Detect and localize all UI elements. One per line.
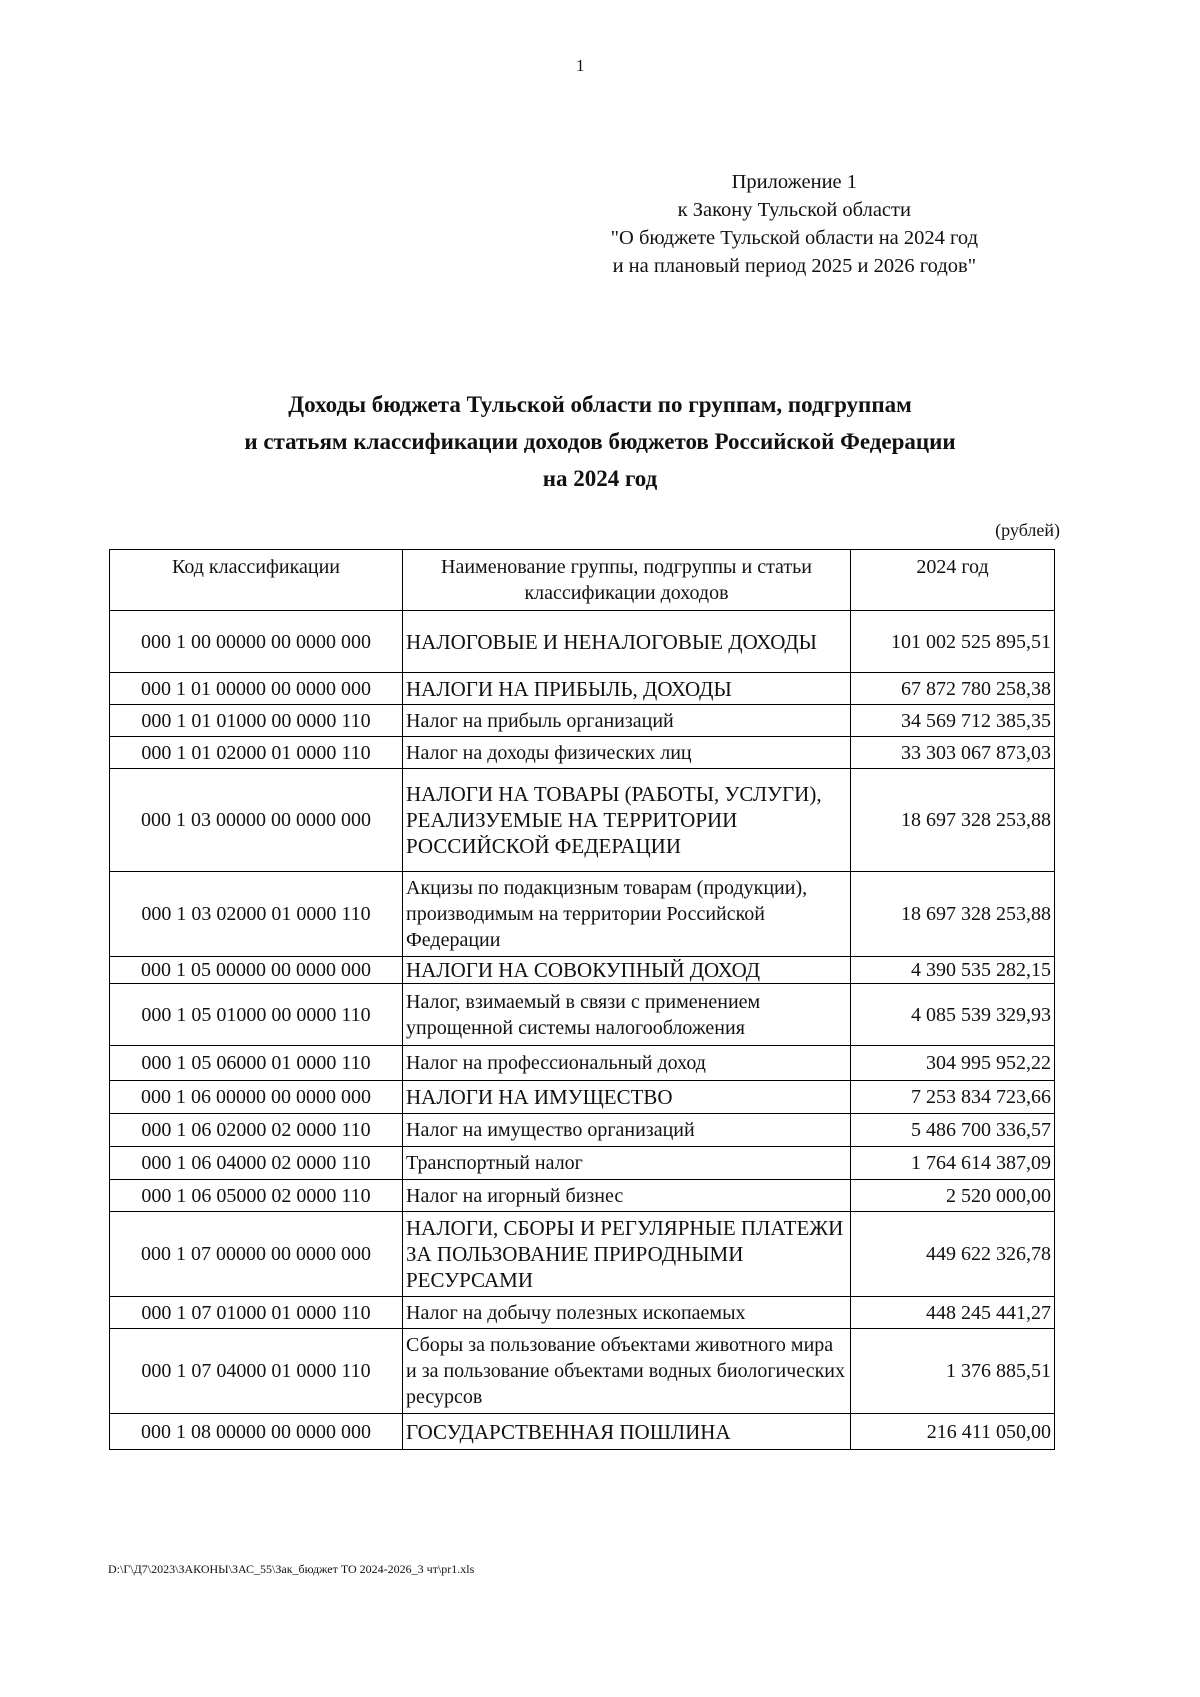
appendix-line-2: к Закону Тульской области [677,199,911,221]
table-row [110,1046,1055,1081]
table-row [110,769,1055,872]
cell-code: 000 1 05 06000 01 0000 110 [110,1046,403,1081]
cell-name: ГОСУДАРСТВЕННАЯ ПОШЛИНА [403,1414,851,1450]
table-row [110,1114,1055,1147]
table-row [110,611,1055,673]
cell-name: НАЛОГИ НА ИМУЩЕСТВО [403,1081,851,1114]
header-code: Код классификации [110,550,403,611]
cell-code: 000 1 06 05000 02 0000 110 [110,1180,403,1212]
cell-name: Налог на профессиональный доход [403,1046,851,1081]
cell-code: 000 1 01 02000 01 0000 110 [110,737,403,769]
header-name: Наименование группы, подгруппы и статьи классификации доходов [403,550,851,611]
units-label: (рублей) [995,520,1060,540]
table-row [110,1081,1055,1114]
cell-code: 000 1 08 00000 00 0000 000 [110,1414,403,1450]
cell-amount: 448 245 441,27 [851,1297,1055,1329]
cell-code: 000 1 06 02000 02 0000 110 [110,1114,403,1147]
cell-code: 000 1 05 00000 00 0000 000 [110,957,403,984]
cell-code: 000 1 06 04000 02 0000 110 [110,1147,403,1180]
table-row [110,872,1055,957]
table-row [110,1329,1055,1414]
cell-name: НАЛОГОВЫЕ И НЕНАЛОГОВЫЕ ДОХОДЫ [403,611,851,673]
cell-code: 000 1 00 00000 00 0000 000 [110,611,403,673]
cell-amount: 101 002 525 895,51 [851,611,1055,673]
table-body [110,611,1055,1450]
appendix-line-3: "О бюджете Тульской области на 2024 год [610,227,978,249]
cell-amount: 5 486 700 336,57 [851,1114,1055,1147]
cell-code: 000 1 07 01000 01 0000 110 [110,1297,403,1329]
header-amount: 2024 год [851,550,1055,611]
cell-code: 000 1 03 02000 01 0000 110 [110,872,403,957]
cell-amount: 304 995 952,22 [851,1046,1055,1081]
cell-amount: 34 569 712 385,35 [851,705,1055,737]
cell-name: НАЛОГИ НА ПРИБЫЛЬ, ДОХОДЫ [403,673,851,705]
title-line-1: Доходы бюджета Тульской области по группам, подгруппам [288,392,912,417]
cell-code: 000 1 03 00000 00 0000 000 [110,769,403,872]
cell-code: 000 1 01 01000 00 0000 110 [110,705,403,737]
cell-code: 000 1 07 00000 00 0000 000 [110,1212,403,1297]
table-row [110,737,1055,769]
cell-amount: 216 411 050,00 [851,1414,1055,1450]
table-row [110,705,1055,737]
cell-amount: 1 376 885,51 [851,1329,1055,1414]
document-title [0,386,1200,497]
cell-code: 000 1 05 01000 00 0000 110 [110,984,403,1046]
table-header-row [110,550,1055,611]
table-row [110,1297,1055,1329]
appendix-line-4: и на плановый период 2025 и 2026 годов" [612,255,977,277]
cell-code: 000 1 07 04000 01 0000 110 [110,1329,403,1414]
cell-amount: 449 622 326,78 [851,1212,1055,1297]
cell-name: НАЛОГИ НА ТОВАРЫ (РАБОТЫ, УСЛУГИ), РЕАЛИЗУЕМЫЕ НА ТЕРРИТОРИИ РОССИЙСКОЙ ФЕДЕРАЦИИ [403,769,851,872]
title-line-2: и статьям классификации доходов бюджетов Российской Федерации [244,429,956,454]
cell-amount: 7 253 834 723,66 [851,1081,1055,1114]
table-row [110,1180,1055,1212]
cell-name: Акцизы по подакцизным товарам (продукции), производимым на территории Российской Федерации [403,872,851,957]
table-row [110,1414,1055,1450]
income-table [109,549,1055,1450]
cell-amount: 2 520 000,00 [851,1180,1055,1212]
table-row [110,957,1055,984]
appendix-header [611,168,978,280]
table-row [110,984,1055,1046]
appendix-line-1: Приложение 1 [731,171,858,193]
cell-name: Налог на игорный бизнес [403,1180,851,1212]
cell-code: 000 1 06 00000 00 0000 000 [110,1081,403,1114]
cell-name: НАЛОГИ НА СОВОКУПНЫЙ ДОХОД [403,957,851,984]
cell-name: НАЛОГИ, СБОРЫ И РЕГУЛЯРНЫЕ ПЛАТЕЖИ ЗА ПОЛЬЗОВАНИЕ ПРИРОДНЫМИ РЕСУРСАМИ [403,1212,851,1297]
cell-name: Сборы за пользование объектами животного мира и за пользование объектами водных биологических ресурсов [403,1329,851,1414]
table-row [110,673,1055,705]
cell-name: Налог на добычу полезных ископаемых [403,1297,851,1329]
cell-name: Налог на имущество организаций [403,1114,851,1147]
cell-amount: 4 390 535 282,15 [851,957,1055,984]
cell-name: Налог на прибыль организаций [403,705,851,737]
cell-name: Налог, взимаемый в связи с применением упрощенной системы налогообложения [403,984,851,1046]
cell-code: 000 1 01 00000 00 0000 000 [110,673,403,705]
title-line-3: на 2024 год [542,466,658,491]
cell-name: Транспортный налог [403,1147,851,1180]
cell-amount: 67 872 780 258,38 [851,673,1055,705]
table-row [110,1147,1055,1180]
cell-amount: 4 085 539 329,93 [851,984,1055,1046]
cell-amount: 18 697 328 253,88 [851,769,1055,872]
cell-amount: 1 764 614 387,09 [851,1147,1055,1180]
cell-name: Налог на доходы физических лиц [403,737,851,769]
table-row [110,1212,1055,1297]
page-number: 1 [576,56,585,75]
cell-amount: 33 303 067 873,03 [851,737,1055,769]
cell-amount: 18 697 328 253,88 [851,872,1055,957]
file-path-footer: D:\Г\Д7\2023\ЗАКОНЫ\ЗАС_55\Зак_бюджет ТО 2024-2026_3 чт\pr1.xls [108,1562,475,1576]
